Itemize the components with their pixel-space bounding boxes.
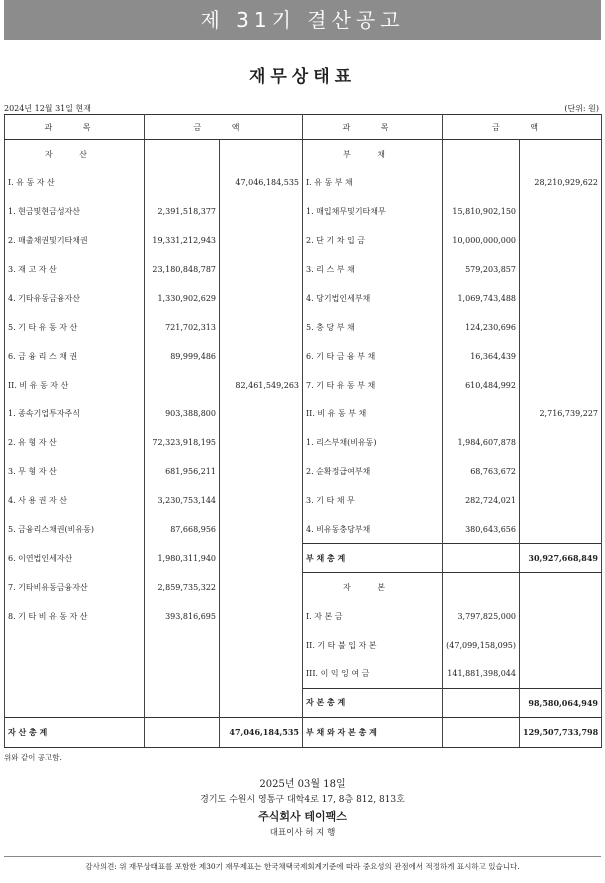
ceo-name: 대표이사 허 지 행	[269, 828, 336, 838]
left-main-amount	[220, 515, 303, 544]
right-item-name: 부 채 총 계	[303, 544, 443, 573]
left-item-name: 4. 사 용 권 자 산	[5, 486, 145, 515]
right-item-name: 자 본 총 계	[303, 688, 443, 717]
right-item-name: III. 이 익 잉 여 금	[303, 660, 443, 689]
left-sub-amount	[145, 168, 220, 197]
right-item-name: 3. 리 스 부 채	[303, 255, 443, 284]
table-row	[5, 284, 602, 313]
left-sub-amount	[145, 660, 220, 689]
right-main-amount: 2,716,739,227	[520, 400, 602, 429]
announcement-banner: 제 31기 결산공고	[4, 0, 601, 40]
right-sub-amount: 610,484,992	[443, 371, 520, 400]
left-main-amount	[220, 457, 303, 486]
left-main-amount	[220, 688, 303, 717]
left-main-amount	[220, 400, 303, 429]
left-sub-amount: 3,230,753,144	[145, 486, 220, 515]
notice-text: 위와 같이 공고함.	[4, 753, 62, 762]
left-main-amount	[220, 660, 303, 689]
header-item-right: 과 목	[303, 115, 443, 140]
right-sub-amount: 124,230,696	[443, 313, 520, 342]
right-item-name: 자 본	[303, 573, 443, 602]
left-main-amount	[220, 602, 303, 631]
left-main-amount: 47,046,184,535	[220, 168, 303, 197]
right-sub-amount: 141,881,398,044	[443, 660, 520, 689]
right-main-amount	[520, 428, 602, 457]
left-sub-amount	[145, 140, 220, 169]
table-row	[5, 688, 602, 717]
left-main-amount	[220, 631, 303, 660]
right-main-amount	[520, 486, 602, 515]
right-main-amount	[520, 660, 602, 689]
left-sub-amount	[145, 717, 220, 747]
left-item-name: 6. 금 융 리 스 채 권	[5, 342, 145, 371]
right-main-amount	[520, 631, 602, 660]
left-item-name: II. 비 유 동 자 산	[5, 371, 145, 400]
right-main-amount	[520, 197, 602, 226]
left-item-name: 5. 기 타 유 동 자 산	[5, 313, 145, 342]
header-amount-right: 금 액	[443, 115, 602, 140]
right-main-amount	[520, 573, 602, 602]
table-row	[5, 255, 602, 284]
left-sub-amount: 721,702,313	[145, 313, 220, 342]
table-row	[5, 631, 602, 660]
left-item-name: 7. 기타비유동금융자산	[5, 573, 145, 602]
left-sub-amount: 89,999,486	[145, 342, 220, 371]
table-row	[5, 544, 602, 573]
right-item-name: 부 채 와 자 본 총 계	[303, 717, 443, 747]
right-main-amount: 98,580,064,949	[520, 688, 602, 717]
right-sub-amount	[443, 168, 520, 197]
table-row	[5, 717, 602, 747]
document-title: 재무상태표	[248, 67, 357, 87]
right-main-amount	[520, 602, 602, 631]
table-row	[5, 168, 602, 197]
right-item-name: II. 기 타 불 입 자 본	[303, 631, 443, 660]
right-item-name: 4. 비유동충당부채	[303, 515, 443, 544]
table-row	[5, 400, 602, 429]
left-main-amount	[220, 284, 303, 313]
right-item-name: 7. 기 타 유 동 부 채	[303, 371, 443, 400]
left-item-name	[5, 660, 145, 689]
left-item-name: 2. 매출채권및기타채권	[5, 226, 145, 255]
right-item-name: 2. 순확정급여부채	[303, 457, 443, 486]
left-sub-amount: 1,330,902,629	[145, 284, 220, 313]
balance-sheet-table	[4, 114, 602, 748]
table-row	[5, 428, 602, 457]
left-sub-amount	[145, 371, 220, 400]
table-row	[5, 371, 602, 400]
right-main-amount	[520, 342, 602, 371]
left-sub-amount	[145, 688, 220, 717]
left-sub-amount: 87,668,956	[145, 515, 220, 544]
table-row	[5, 197, 602, 226]
right-main-amount	[520, 140, 602, 169]
left-sub-amount: 72,323,918,195	[145, 428, 220, 457]
table-row	[5, 573, 602, 602]
right-sub-amount	[443, 140, 520, 169]
right-item-name: 4. 당기법인세부채	[303, 284, 443, 313]
right-main-amount	[520, 284, 602, 313]
right-main-amount: 129,507,733,798	[520, 717, 602, 747]
table-row	[5, 342, 602, 371]
right-main-amount	[520, 371, 602, 400]
left-item-name: 4. 기타유동금융자산	[5, 284, 145, 313]
left-item-name: 자 산 총 계	[5, 717, 145, 747]
left-item-name: 3. 무 형 자 산	[5, 457, 145, 486]
left-sub-amount: 1,980,311,940	[145, 544, 220, 573]
left-main-amount	[220, 313, 303, 342]
left-main-amount	[220, 342, 303, 371]
right-main-amount: 30,927,668,849	[520, 544, 602, 573]
right-main-amount	[520, 515, 602, 544]
left-item-name: 5. 금융리스채권(비유동)	[5, 515, 145, 544]
right-item-name: 1. 매입채무및기타채무	[303, 197, 443, 226]
right-sub-amount: 3,797,825,000	[443, 602, 520, 631]
left-item-name: 1. 현금및현금성자산	[5, 197, 145, 226]
right-item-name: 1. 리스부채(비유동)	[303, 428, 443, 457]
left-item-name	[5, 688, 145, 717]
table-row	[5, 457, 602, 486]
left-main-amount	[220, 226, 303, 255]
right-item-name: 3. 기 타 채 무	[303, 486, 443, 515]
table-row	[5, 602, 602, 631]
right-sub-amount: 380,643,656	[443, 515, 520, 544]
right-sub-amount: 15,810,902,150	[443, 197, 520, 226]
right-item-name: 부 채	[303, 140, 443, 169]
left-item-name: I. 유 동 자 산	[5, 168, 145, 197]
right-item-name: 2. 단 기 차 입 금	[303, 226, 443, 255]
left-main-amount: 47,046,184,535	[220, 717, 303, 747]
table-row	[5, 660, 602, 689]
right-main-amount	[520, 255, 602, 284]
right-sub-amount: 10,000,000,000	[443, 226, 520, 255]
left-main-amount	[220, 486, 303, 515]
table-header-row	[5, 115, 602, 140]
left-item-name	[5, 631, 145, 660]
announce-date: 2025년 03월 18일	[259, 779, 346, 790]
company-name: 주식회사 테이팩스	[258, 810, 347, 823]
left-sub-amount: 19,331,212,943	[145, 226, 220, 255]
right-main-amount	[520, 457, 602, 486]
table-row	[5, 140, 602, 169]
left-main-amount: 82,461,549,263	[220, 371, 303, 400]
left-main-amount	[220, 428, 303, 457]
left-item-name: 1. 종속기업투자주식	[5, 400, 145, 429]
left-main-amount	[220, 255, 303, 284]
right-sub-amount: 579,203,857	[443, 255, 520, 284]
left-sub-amount: 393,816,695	[145, 602, 220, 631]
right-item-name: I. 자 본 금	[303, 602, 443, 631]
right-sub-amount	[443, 400, 520, 429]
header-item-left: 과 목	[5, 115, 145, 140]
header-amount-left: 금 액	[145, 115, 303, 140]
right-sub-amount: 16,364,439	[443, 342, 520, 371]
right-item-name: II. 비 유 동 부 채	[303, 400, 443, 429]
left-main-amount	[220, 197, 303, 226]
right-sub-amount	[443, 717, 520, 747]
left-sub-amount	[145, 631, 220, 660]
table-row	[5, 515, 602, 544]
right-main-amount	[520, 313, 602, 342]
left-sub-amount: 2,859,735,322	[145, 573, 220, 602]
right-item-name: 6. 기 타 금 융 부 채	[303, 342, 443, 371]
left-item-name: 자 산	[5, 140, 145, 169]
left-main-amount	[220, 573, 303, 602]
right-sub-amount: (47,099,158,095)	[443, 631, 520, 660]
right-sub-amount	[443, 573, 520, 602]
left-sub-amount: 681,956,211	[145, 457, 220, 486]
company-address: 경기도 수원시 영통구 대학4로 17, 8층 812, 813호	[200, 795, 405, 805]
right-main-amount: 28,210,929,622	[520, 168, 602, 197]
unit-note: (단위: 원)	[564, 104, 599, 113]
right-sub-amount: 68,763,672	[443, 457, 520, 486]
right-item-name: I. 유 동 부 채	[303, 168, 443, 197]
left-sub-amount: 23,180,848,787	[145, 255, 220, 284]
as-of-date: 2024년 12월 31일 현재	[4, 104, 91, 113]
right-sub-amount	[443, 544, 520, 573]
left-item-name: 3. 재 고 자 산	[5, 255, 145, 284]
left-sub-amount: 2,391,518,377	[145, 197, 220, 226]
table-row	[5, 226, 602, 255]
right-item-name: 5. 충 당 부 채	[303, 313, 443, 342]
right-sub-amount: 282,724,021	[443, 486, 520, 515]
table-row	[5, 486, 602, 515]
left-item-name: 6. 이연법인세자산	[5, 544, 145, 573]
right-sub-amount: 1,984,607,878	[443, 428, 520, 457]
left-item-name: 8. 기 타 비 유 동 자 산	[5, 602, 145, 631]
right-main-amount	[520, 226, 602, 255]
table-row	[5, 313, 602, 342]
right-sub-amount: 1,069,743,488	[443, 284, 520, 313]
left-item-name: 2. 유 형 자 산	[5, 428, 145, 457]
right-sub-amount	[443, 688, 520, 717]
left-main-amount	[220, 140, 303, 169]
audit-opinion: 감사의견: 위 재무상태표를 포함한 제30기 재무제표는 한국채택국제회계기준에 따라 중요성의 관점에서 적정하게 표시하고 있습니다.	[4, 856, 601, 872]
left-main-amount	[220, 544, 303, 573]
left-sub-amount: 903,388,800	[145, 400, 220, 429]
